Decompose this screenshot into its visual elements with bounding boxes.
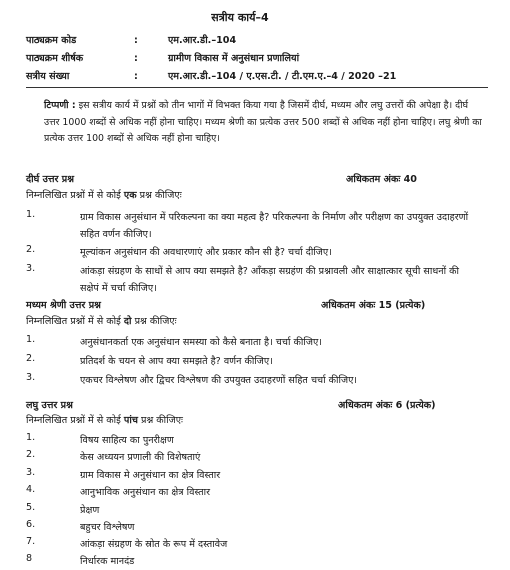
question-text: आंकड़ा संग्रहण के स्रोत के रूप में दस्तावेज <box>80 539 228 550</box>
course-title-row <box>26 53 496 67</box>
course-code-row <box>26 35 496 49</box>
question-number: 5. <box>26 502 36 513</box>
short-section-instruction <box>26 415 183 428</box>
divider <box>26 87 488 88</box>
colon: : <box>134 53 138 64</box>
question-text: ग्राम विकास मे अनुसंधान का क्षेत्र विस्तार <box>80 470 221 481</box>
instruction-text: निम्नलिखित प्रश्नों में से कोई <box>26 190 124 201</box>
question-text: आंकड़ा संग्रहण के साधों से आप क्या समझते है? आँकड़ा सग्रहंण की प्रश्नावली और साक्षात्कार सूची साधनों की सक्षेपं में चर्चा कीजिए। <box>80 266 459 294</box>
instruction-text: प्रश्न कीजिएः <box>131 316 177 327</box>
assignment-number-value: एम.आर.डी.–104 / ए.एस.टी. / टी.एम.ए.–4 / 2020 –21 <box>168 71 397 82</box>
short-section-header <box>26 400 486 414</box>
course-title-value: ग्रामीण विकास में अनुसंधान प्रणालियां <box>168 53 300 64</box>
long-section-title: दीर्घ उत्तर प्रश्न <box>26 174 74 185</box>
question-number: 2. <box>26 353 36 364</box>
question-text: अनुसंधानकर्ता एक अनुसंधान समस्या को कैसे बनाता है। चर्चा कीजिए। <box>80 337 322 348</box>
question-number: 4. <box>26 484 36 495</box>
question-number: 2. <box>26 449 36 460</box>
note-text: इस सत्रीय कार्य में प्रश्नों को तीन भागों में विभक्त किया गया है जिसमें दीर्घ, मध्यम और लघु उत्तरों की अपेक्षा है। दीर्घ उत्तर 1000 शब्दों से अधिक नहीं होना चाहिए। मध्यम श्रेणी का प्रत्येक उत्तर 500 शब्दों से अधिक नहीं होना चाहिए। लघु श्रेणी का प्रत्येक उत्तर 100 शब्दों से अधिक नहीं होना चाहिए। <box>44 100 482 144</box>
medium-section-instruction <box>26 316 177 329</box>
short-section-marks: अधिकतम अंकः 6 (प्रत्येक) <box>338 400 436 411</box>
long-section-header <box>26 174 486 188</box>
instruction-count: पांच <box>123 415 138 426</box>
question-text: ग्राम विकास अनुसंधान में परिकल्पना का क्या महत्व है? परिकल्पना के निर्माण और परीक्षण का उपयुक्त उदाहरणों सहित वर्णन कीजिए। <box>80 212 469 240</box>
question-number: 3. <box>26 263 36 274</box>
question-number: 1. <box>26 209 36 220</box>
long-section-instruction <box>26 190 182 203</box>
medium-section-header <box>26 300 486 314</box>
assignment-number-row <box>26 71 496 85</box>
course-code-value: एम.आर.डी.–104 <box>168 35 237 46</box>
medium-section-marks: अधिकतम अंकः 15 (प्रत्येक) <box>321 300 426 311</box>
question-text: एकचर विश्लेषण और द्विचर विश्लेषण की उपयुक्त उदाहरणों सहित चर्चा कीजिए। <box>80 375 358 386</box>
question-text: बहुचर विश्लेषण <box>80 522 135 533</box>
question-text: केस अध्ययन प्रणाली की विशेषताएं <box>80 452 201 463</box>
question-text: प्रतिदर्श के चयन से आप क्या समझते है? वर्णन कीजिए। <box>80 356 273 367</box>
assignment-number-label: सत्रीय संख्या <box>26 71 70 82</box>
assignment-title: सत्रीय कार्य–4 <box>211 11 269 24</box>
question-number: 8 <box>26 553 33 564</box>
colon: : <box>134 35 138 46</box>
medium-section-title: मध्यम श्रेणी उत्तर प्रश्न <box>26 300 101 311</box>
short-section-title: लघु उत्तर प्रश्न <box>26 400 73 411</box>
question-number: 7. <box>26 536 36 547</box>
question-number: 1. <box>26 432 36 443</box>
question-number: 6. <box>26 519 36 530</box>
course-title-label: पाठ्यक्रम शीर्षक <box>26 53 84 64</box>
instruction-text: निम्नलिखित प्रश्नों में से कोई <box>26 415 124 426</box>
question-number: 3. <box>26 467 36 478</box>
question-text: निर्धारक मानदंड <box>80 556 135 567</box>
colon: : <box>134 71 138 82</box>
instruction-text: प्रश्न कीजिएः <box>136 190 182 201</box>
question-text: प्रेक्षण <box>80 505 100 516</box>
instruction-text: प्रश्न कीजिएः <box>137 415 183 426</box>
question-number: 3. <box>26 372 36 383</box>
note-paragraph <box>44 98 484 148</box>
note-label: टिप्पणी : <box>44 100 76 111</box>
course-code-label: पाठ्यक्रम कोड <box>26 35 77 46</box>
question-text: मूल्यांकन अनुसंधान की अवधारणाएं और प्रकार कौन सी है? चर्चा दीजिए। <box>80 247 332 258</box>
instruction-count: दो <box>123 316 132 327</box>
question-text: विषय साहित्य का पुनरीक्षण <box>80 435 174 446</box>
question-number: 1. <box>26 334 36 345</box>
instruction-text: निम्नलिखित प्रश्नों में से कोई <box>26 316 124 327</box>
question-text: आनुभाविक अनुसंधान का क्षेत्र विस्तार <box>80 487 211 498</box>
question-number: 2. <box>26 244 36 255</box>
instruction-count: एक <box>123 190 137 201</box>
long-section-marks: अधिकतम अंकः 40 <box>346 174 417 185</box>
